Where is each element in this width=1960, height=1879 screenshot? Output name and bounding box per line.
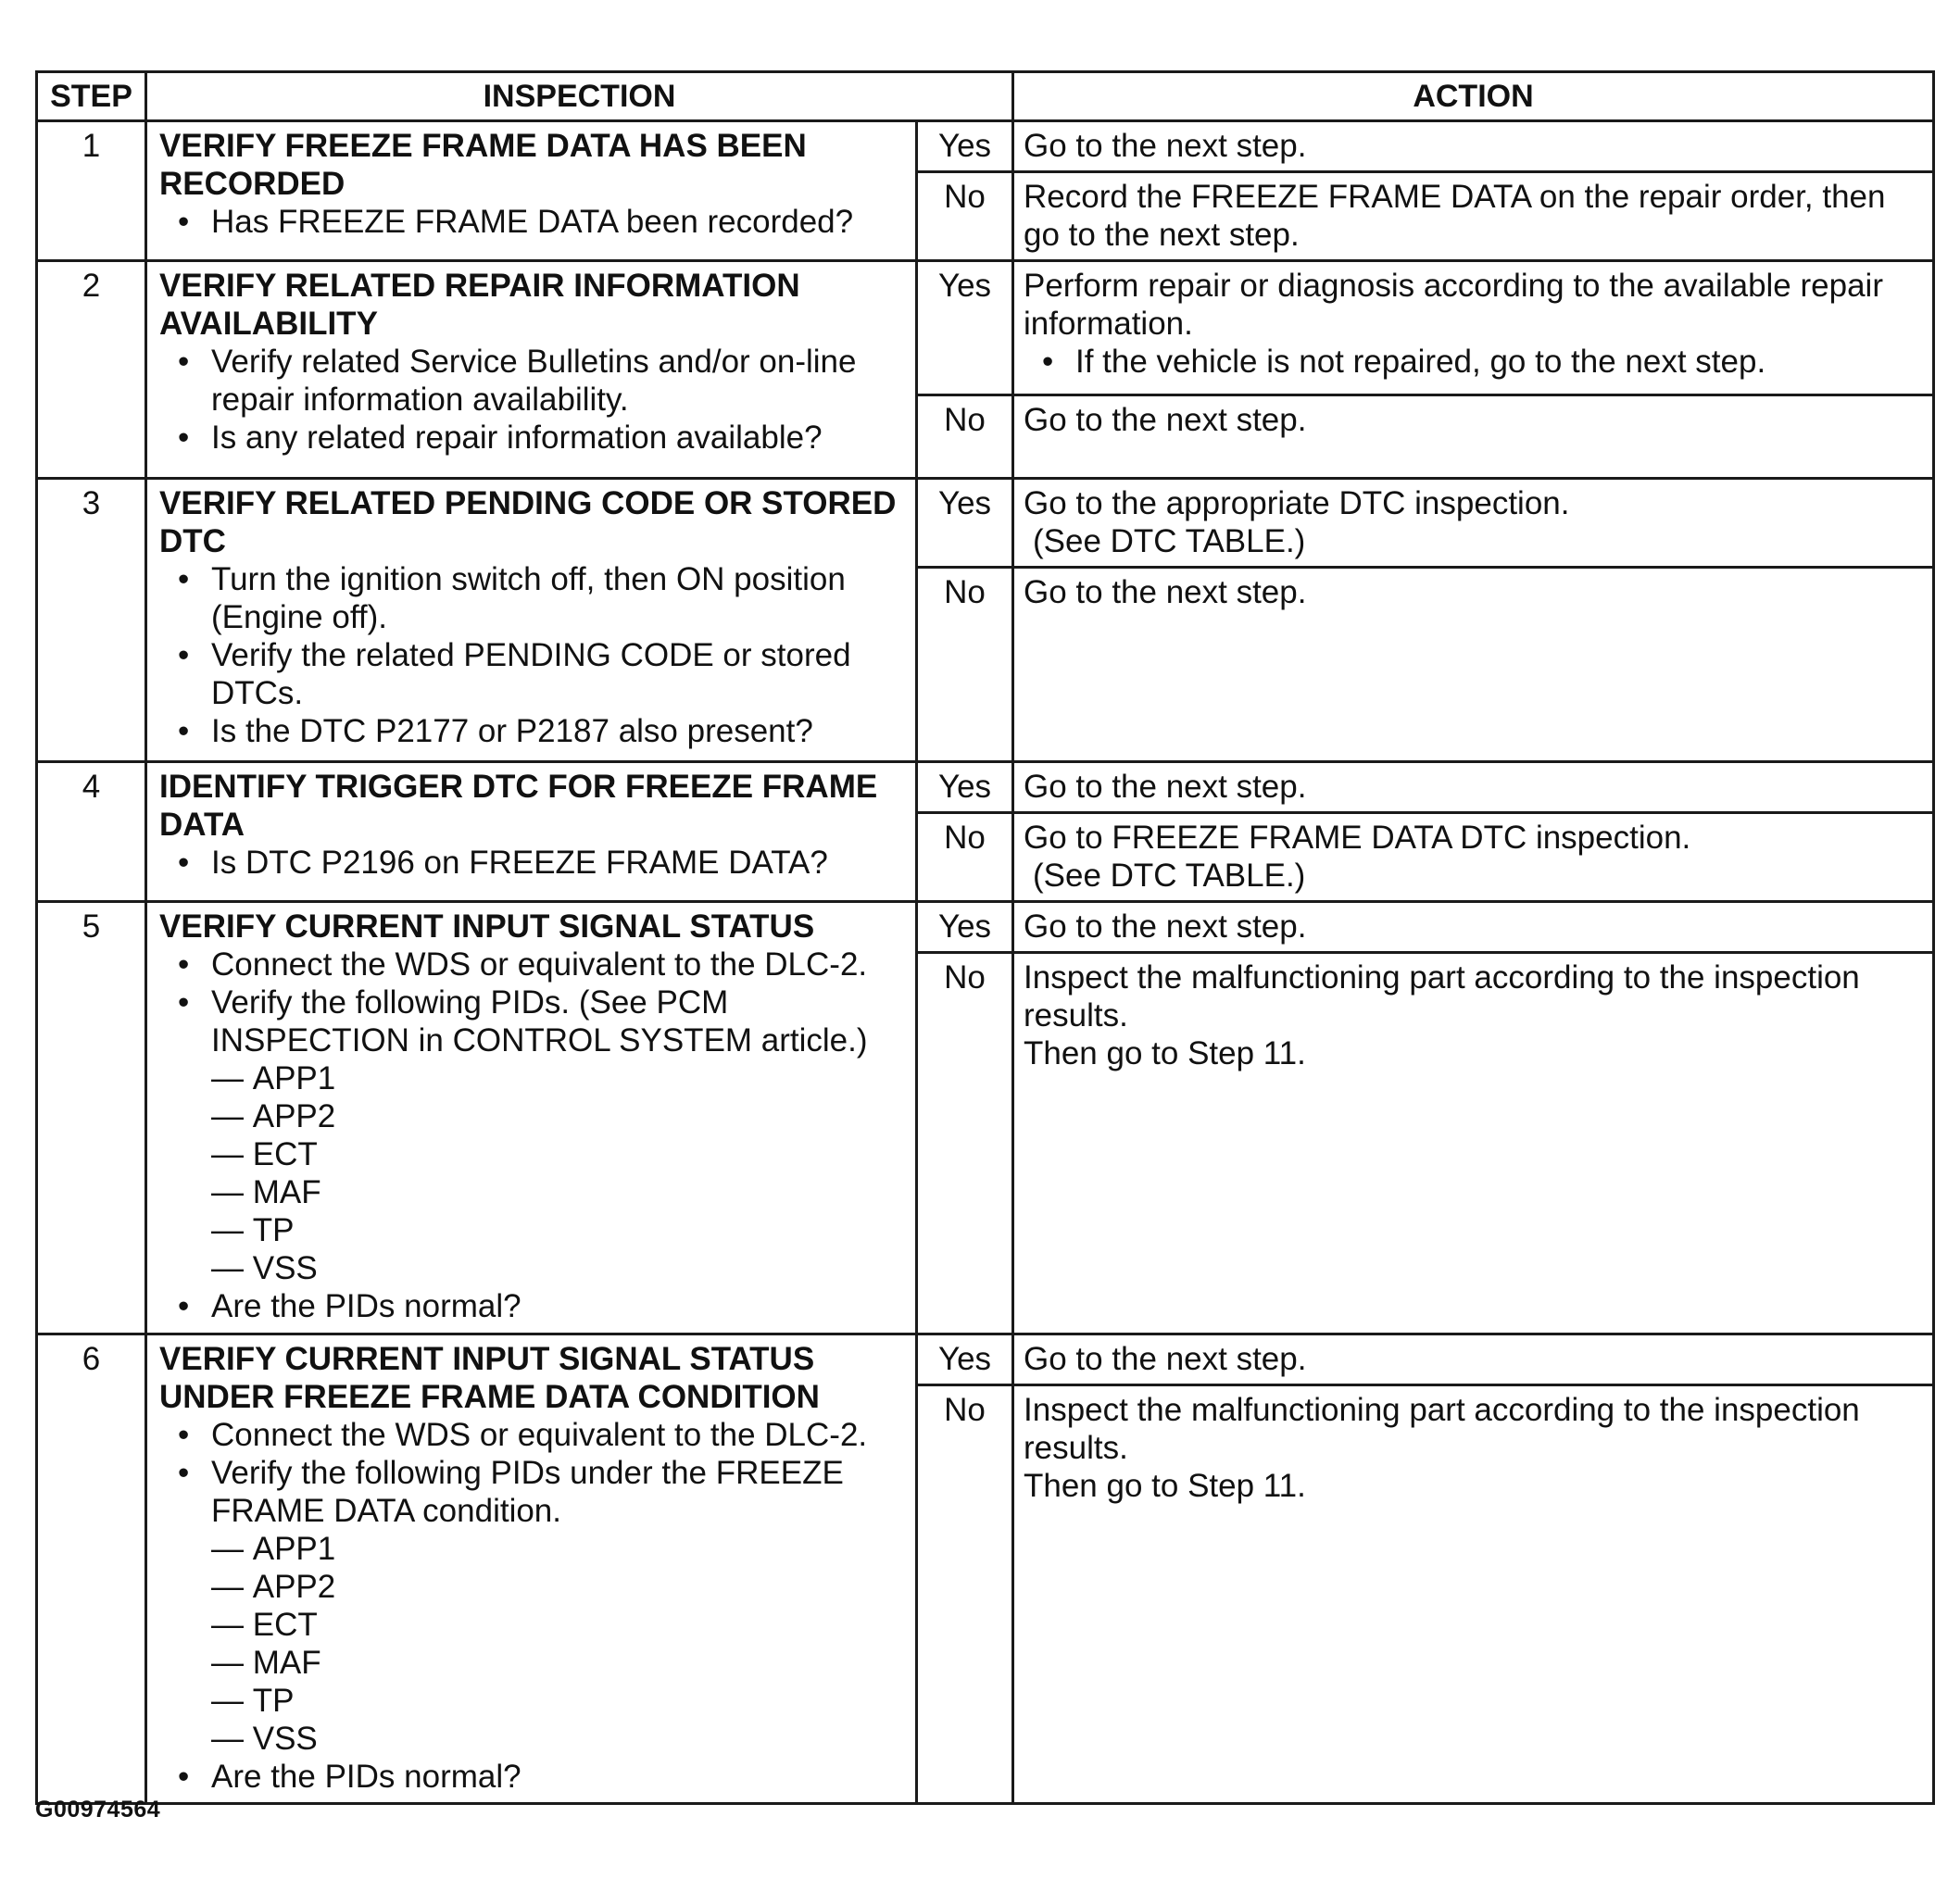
action-line: Perform repair or diagnosis according to the available repair information. bbox=[1024, 268, 1883, 342]
inspection-bullets bbox=[159, 946, 906, 1059]
action-line: Then go to Step 11. bbox=[1024, 1035, 1306, 1071]
no-action bbox=[1013, 813, 1934, 902]
inspection-cell bbox=[146, 902, 917, 1334]
inspection-bullet: • Verify the following PIDs. (See PCM INSPECTION in CONTROL SYSTEM article.) bbox=[211, 983, 906, 1059]
pid-item: — APP2 bbox=[211, 1097, 906, 1135]
yes-action bbox=[1013, 479, 1934, 568]
header-action: ACTION bbox=[1013, 72, 1934, 121]
action-line: Go to the appropriate DTC inspection. bbox=[1024, 485, 1570, 521]
step-row bbox=[37, 261, 1934, 395]
no-action bbox=[1013, 1385, 1934, 1804]
no-label: No bbox=[917, 568, 1013, 762]
yes-label: Yes bbox=[917, 261, 1013, 395]
action-line: Go to the next step. bbox=[1024, 128, 1307, 164]
figure-id: G00974564 bbox=[35, 1797, 161, 1823]
table-body bbox=[37, 121, 1934, 1804]
pid-item: — ECT bbox=[211, 1135, 906, 1173]
inspection-cell bbox=[146, 762, 917, 902]
inspection-bullet: • Verify related Service Bulletins and/or on-line repair information availability. bbox=[211, 343, 906, 419]
no-action bbox=[1013, 568, 1934, 762]
yes-action bbox=[1013, 121, 1934, 172]
step-row bbox=[37, 1334, 1934, 1385]
action-line: (See DTC TABLE.) bbox=[1033, 858, 1306, 894]
inspection-bullets bbox=[159, 560, 906, 750]
step-row bbox=[37, 479, 1934, 568]
inspection-cell bbox=[146, 261, 917, 479]
action-line: Go to FREEZE FRAME DATA DTC inspection. bbox=[1024, 820, 1691, 856]
yes-action bbox=[1013, 261, 1934, 395]
inspection-bullet: • Is any related repair information available? bbox=[211, 419, 906, 457]
inspection-bullet: • Verify the following PIDs under the FREEZE FRAME DATA condition. bbox=[211, 1454, 906, 1530]
action-line: Then go to Step 11. bbox=[1024, 1468, 1306, 1504]
no-label: No bbox=[917, 813, 1013, 902]
pid-item: — APP2 bbox=[211, 1568, 906, 1606]
inspection-bullet: • Is the DTC P2177 or P2187 also present? bbox=[211, 712, 906, 750]
no-label: No bbox=[917, 1385, 1013, 1804]
no-action bbox=[1013, 172, 1934, 261]
inspection-cell bbox=[146, 479, 917, 762]
no-label: No bbox=[917, 953, 1013, 1334]
action-line: Go to the next step. bbox=[1024, 908, 1307, 945]
inspection-title: VERIFY RELATED REPAIR INFORMATION AVAILABILITY bbox=[159, 268, 800, 342]
step-number: 4 bbox=[37, 762, 146, 902]
no-label: No bbox=[917, 172, 1013, 261]
inspection-bullet: • Connect the WDS or equivalent to the DLC-2. bbox=[211, 946, 906, 983]
inspection-cell bbox=[146, 121, 917, 261]
yes-action bbox=[1013, 1334, 1934, 1385]
pid-item: — APP1 bbox=[211, 1059, 906, 1097]
inspection-title: VERIFY FREEZE FRAME DATA HAS BEEN RECORDED bbox=[159, 128, 807, 202]
inspection-bullet: • Verify the related PENDING CODE or stored DTCs. bbox=[211, 636, 906, 712]
pid-item: — APP1 bbox=[211, 1530, 906, 1568]
action-line: Go to the next step. bbox=[1024, 1341, 1307, 1377]
pid-list bbox=[159, 1530, 906, 1758]
inspection-bullets bbox=[159, 1287, 906, 1325]
action-line: Inspect the malfunctioning part according to the inspection results. bbox=[1024, 1392, 1860, 1466]
inspection-question: • Are the PIDs normal? bbox=[211, 1758, 906, 1796]
no-action bbox=[1013, 953, 1934, 1334]
action-line: Go to the next step. bbox=[1024, 574, 1307, 610]
inspection-bullet: • Has FREEZE FRAME DATA been recorded? bbox=[211, 203, 906, 241]
inspection-bullets bbox=[159, 844, 906, 882]
yes-label: Yes bbox=[917, 1334, 1013, 1385]
pid-item: — MAF bbox=[211, 1173, 906, 1211]
diagnostic-table bbox=[35, 70, 1935, 1805]
step-row bbox=[37, 762, 1934, 813]
pid-list bbox=[159, 1059, 906, 1287]
pid-item: — MAF bbox=[211, 1644, 906, 1682]
inspection-title: IDENTIFY TRIGGER DTC FOR FREEZE FRAME DATA bbox=[159, 769, 878, 843]
inspection-bullets bbox=[159, 343, 906, 457]
inspection-title: VERIFY CURRENT INPUT SIGNAL STATUS UNDER FREEZE FRAME DATA CONDITION bbox=[159, 1341, 820, 1415]
inspection-bullet: • Is DTC P2196 on FREEZE FRAME DATA? bbox=[211, 844, 906, 882]
action-line: (See DTC TABLE.) bbox=[1033, 523, 1306, 559]
action-bullets bbox=[1024, 343, 1923, 381]
step-row bbox=[37, 902, 1934, 953]
step-number: 2 bbox=[37, 261, 146, 479]
no-label: No bbox=[917, 395, 1013, 479]
inspection-title: VERIFY RELATED PENDING CODE OR STORED DTC bbox=[159, 485, 897, 559]
pid-item: — ECT bbox=[211, 1606, 906, 1644]
header-step: STEP bbox=[37, 72, 146, 121]
pid-item: — VSS bbox=[211, 1249, 906, 1287]
inspection-bullet: • Connect the WDS or equivalent to the DLC-2. bbox=[211, 1416, 906, 1454]
inspection-title: VERIFY CURRENT INPUT SIGNAL STATUS bbox=[159, 908, 815, 945]
yes-label: Yes bbox=[917, 479, 1013, 568]
inspection-bullets bbox=[159, 1758, 906, 1796]
action-line: Go to the next step. bbox=[1024, 769, 1307, 805]
inspection-question: • Are the PIDs normal? bbox=[211, 1287, 906, 1325]
pid-item: — TP bbox=[211, 1211, 906, 1249]
step-number: 6 bbox=[37, 1334, 146, 1804]
action-bullet: • If the vehicle is not repaired, go to the next step. bbox=[1075, 343, 1923, 381]
action-line: Record the FREEZE FRAME DATA on the repair order, then go to the next step. bbox=[1024, 179, 1886, 253]
yes-action bbox=[1013, 762, 1934, 813]
no-action bbox=[1013, 395, 1934, 479]
step-number: 5 bbox=[37, 902, 146, 1334]
yes-label: Yes bbox=[917, 902, 1013, 953]
step-number: 3 bbox=[37, 479, 146, 762]
header-row bbox=[37, 72, 1934, 121]
inspection-bullets bbox=[159, 1416, 906, 1530]
step-row bbox=[37, 121, 1934, 172]
yes-label: Yes bbox=[917, 762, 1013, 813]
step-number: 1 bbox=[37, 121, 146, 261]
yes-action bbox=[1013, 902, 1934, 953]
inspection-bullets bbox=[159, 203, 906, 241]
action-line: Inspect the malfunctioning part according to the inspection results. bbox=[1024, 959, 1860, 1033]
inspection-cell bbox=[146, 1334, 917, 1804]
pid-item: — TP bbox=[211, 1682, 906, 1720]
inspection-bullet: • Turn the ignition switch off, then ON position (Engine off). bbox=[211, 560, 906, 636]
header-inspection: INSPECTION bbox=[146, 72, 1013, 121]
pid-item: — VSS bbox=[211, 1720, 906, 1758]
yes-label: Yes bbox=[917, 121, 1013, 172]
action-line: Go to the next step. bbox=[1024, 402, 1307, 438]
